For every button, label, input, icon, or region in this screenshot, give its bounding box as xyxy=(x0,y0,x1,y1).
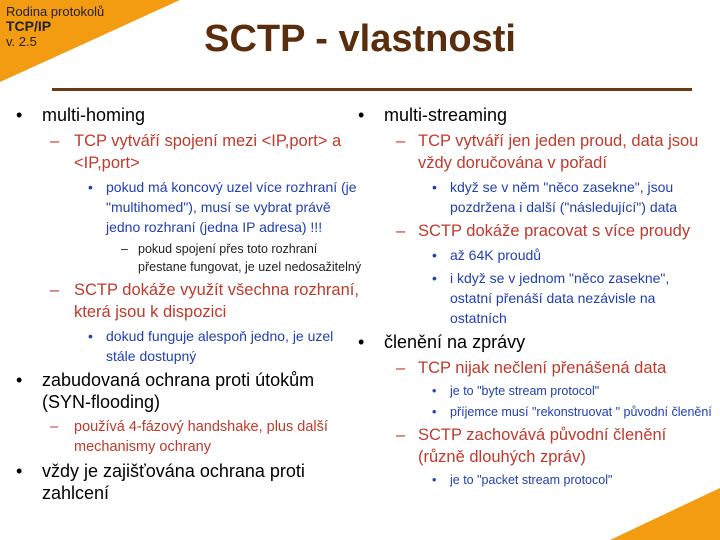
bullet-text: SCTP zachovává původní členění (různě dlouhých zpráv) xyxy=(418,426,667,466)
bullet-text: SCTP dokáže pracovat s více proudy xyxy=(418,222,691,240)
bullet-marker: • xyxy=(432,247,437,263)
bullet-marker: • xyxy=(432,473,437,487)
corner-decoration-bottom xyxy=(610,488,720,540)
bullet-text: příjemce musí "rekonstruovat " původní členění xyxy=(450,405,712,419)
bullet-item-level-3 xyxy=(358,382,714,400)
bullet-text: členění na zprávy xyxy=(384,332,526,352)
bullet-text: je to "packet stream protocol" xyxy=(450,473,613,487)
bullet-marker: • xyxy=(432,179,437,195)
bullet-item-level-1 xyxy=(358,331,714,353)
bullet-item-level-1 xyxy=(16,104,364,126)
bullet-item-level-3 xyxy=(358,471,714,489)
bullet-text: dokud funguje alespoň jedno, je uzel stále dostupný xyxy=(106,328,334,364)
bullet-marker: • xyxy=(16,105,23,125)
bullet-item-level-2 xyxy=(16,417,364,457)
bullet-text: SCTP dokáže využít všechna rozhraní, která jsou k dispozici xyxy=(74,281,359,321)
bullet-marker: – xyxy=(50,419,59,435)
bullet-item-level-3 xyxy=(16,177,364,237)
course-topic: TCP/IP xyxy=(6,18,52,34)
bullet-text: i když se v jednom "něco zasekne", ostatní přenáší data nezávisle na ostatních xyxy=(450,270,670,326)
bullet-marker: • xyxy=(88,179,93,195)
bullet-item-level-2 xyxy=(358,130,714,174)
bullet-marker: – xyxy=(396,222,406,240)
bullet-item-level-1 xyxy=(16,369,364,413)
right-column xyxy=(358,104,714,492)
bullet-item-level-1 xyxy=(358,104,714,126)
bullet-item-level-2 xyxy=(358,357,714,379)
bullet-marker: • xyxy=(432,384,437,398)
bullet-text: multi-homing xyxy=(42,105,146,125)
bullet-marker: – xyxy=(396,132,406,150)
slide-title: SCTP - vlastnosti xyxy=(204,18,516,60)
bullet-text: TCP vytváří jen jeden proud, data jsou vždy doručována v pořadí xyxy=(418,132,699,172)
bullet-text: používá 4-fázový handshake, plus další mechanismy ochrany xyxy=(74,419,328,455)
bullet-item-level-3 xyxy=(16,326,364,366)
left-column xyxy=(16,104,364,508)
bullet-text: TCP vytváří spojení mezi <IP,port> a <IP,port> xyxy=(74,132,342,172)
bullet-marker: – xyxy=(396,359,406,377)
course-name: Rodina protokolů xyxy=(6,4,105,19)
bullet-item-level-2 xyxy=(358,220,714,242)
bullet-text: až 64K proudů xyxy=(450,247,542,263)
bullet-marker: – xyxy=(50,281,60,299)
bullet-text: vždy je zajišťována ochrana proti zahlcení xyxy=(42,461,305,503)
bullet-marker: • xyxy=(16,461,23,481)
bullet-marker: – xyxy=(121,242,128,256)
bullet-item-level-2 xyxy=(358,424,714,468)
course-version: v. 2.5 xyxy=(6,34,37,49)
bullet-text: pokud má koncový uzel více rozhraní (je "multihomed"), musí se vybrat právě jedno rozhraní (jedna IP adresa) !!! xyxy=(106,179,357,235)
bullet-marker: • xyxy=(432,405,437,419)
bullet-item-level-3 xyxy=(358,245,714,265)
bullet-item-level-3 xyxy=(358,177,714,217)
bullet-marker: • xyxy=(16,370,23,390)
title-divider xyxy=(52,88,692,91)
bullet-item-level-2 xyxy=(16,279,364,323)
bullet-text: pokud spojení přes toto rozhraní přestane fungovat, je uzel nedosažitelný xyxy=(138,242,362,274)
bullet-text: zabudovaná ochrana proti útokům (SYN-flooding) xyxy=(42,370,315,412)
bullet-item-level-1 xyxy=(16,460,364,504)
bullet-item-level-4 xyxy=(16,240,364,276)
bullet-item-level-3 xyxy=(358,403,714,421)
bullet-item-level-3 xyxy=(358,268,714,328)
bullet-text: TCP nijak nečlení přenášená data xyxy=(418,359,667,377)
bullet-item-level-2 xyxy=(16,130,364,174)
bullet-text: když se v něm "něco zasekne", jsou pozdržena i další ("následující") data xyxy=(450,179,678,215)
bullet-marker: • xyxy=(88,328,93,344)
bullet-marker: – xyxy=(50,132,60,150)
bullet-marker: • xyxy=(432,270,437,286)
bullet-text: multi-streaming xyxy=(384,105,508,125)
bullet-marker: • xyxy=(358,105,365,125)
bullet-marker: – xyxy=(396,426,406,444)
bullet-text: je to "byte stream protocol" xyxy=(450,384,600,398)
bullet-marker: • xyxy=(358,332,365,352)
